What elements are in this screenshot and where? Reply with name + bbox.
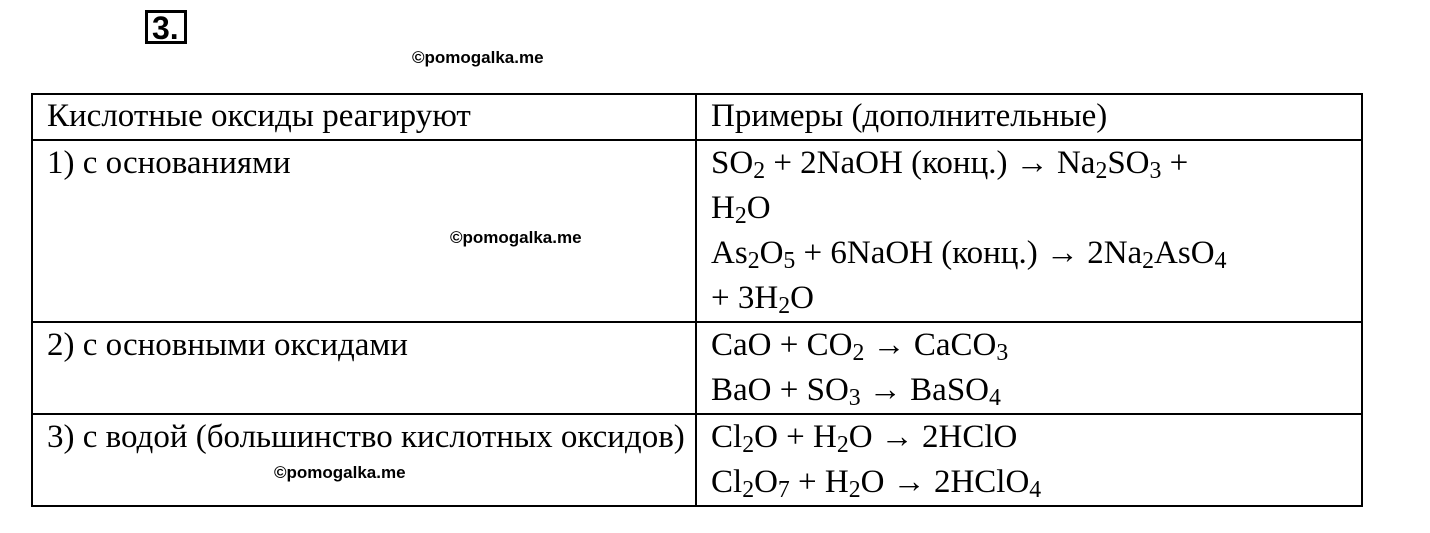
table-header-row	[32, 94, 1362, 140]
equation-text: → CaCO	[864, 327, 997, 363]
subscript: 2	[742, 432, 755, 459]
equation-line	[711, 323, 1353, 368]
condition-cell	[32, 322, 696, 414]
equation-text: + H	[789, 464, 849, 500]
subscript: 3	[1149, 158, 1162, 185]
equation-text: + 6NaOH (конц.) → 2Na	[795, 235, 1143, 271]
subscript: 4	[1029, 477, 1042, 504]
watermark-middle: ©pomogalka.me	[450, 228, 582, 247]
subscript: 2	[848, 477, 861, 504]
subscript: 4	[1214, 248, 1227, 275]
watermark-bottom: ©pomogalka.me	[274, 463, 406, 482]
equation-line	[711, 460, 1353, 505]
condition-text: 2) с основными оксидами	[47, 327, 408, 363]
subscript: 3	[848, 385, 861, 412]
equation-text: O	[790, 280, 814, 316]
equation-text: + 3H	[711, 280, 779, 316]
equation-text: +	[1161, 145, 1189, 181]
examples-cell	[696, 322, 1362, 414]
equation-line	[711, 368, 1353, 413]
equation-text: + 2NaOH (конц.) → Na	[765, 145, 1096, 181]
equation-line	[711, 231, 1353, 276]
condition-text: 1) с основаниями	[47, 145, 291, 181]
subscript: 2	[753, 158, 766, 185]
condition-cell	[32, 414, 696, 506]
equation-text: CaO + CO	[711, 327, 853, 363]
equation-line	[711, 276, 1353, 321]
subscript: 2	[747, 248, 760, 275]
equation-line	[711, 415, 1353, 460]
equation-text: AsO	[1154, 235, 1215, 271]
header-cell-reactions: Кислотные оксиды реагируют	[32, 94, 696, 140]
subscript: 2	[836, 432, 849, 459]
reactions-table	[31, 93, 1363, 507]
subscript: 2	[1142, 248, 1155, 275]
subscript: 2	[742, 477, 755, 504]
examples-cell	[696, 414, 1362, 506]
equation-text: As	[711, 235, 748, 271]
task-number: 3.	[145, 10, 187, 44]
equation-text: SO	[1107, 145, 1150, 181]
subscript: 4	[989, 385, 1001, 412]
equation-text: O	[746, 190, 771, 226]
subscript: 2	[1095, 158, 1108, 185]
subscript: 5	[783, 248, 796, 275]
equation-line	[711, 141, 1353, 186]
equation-line	[711, 186, 1353, 231]
equation-text: Cl	[711, 419, 743, 455]
equation-text: O → 2HClO	[848, 419, 1018, 455]
equation-text: O + H	[754, 419, 837, 455]
examples-cell	[696, 140, 1362, 322]
condition-cell	[32, 140, 696, 322]
equation-text: SO	[711, 145, 754, 181]
equation-text: O	[759, 235, 784, 271]
subscript: 2	[734, 203, 747, 230]
table-row	[32, 322, 1362, 414]
header-cell-examples: Примеры (дополнительные)	[696, 94, 1362, 140]
subscript: 7	[777, 477, 790, 504]
table-row	[32, 414, 1362, 506]
equation-text: O	[754, 464, 778, 500]
equation-text: BaO + SO	[711, 372, 849, 408]
subscript: 2	[852, 340, 865, 367]
condition-text: 3) с водой (большинство кислотных оксидов)	[47, 419, 685, 455]
equation-text: Cl	[711, 464, 743, 500]
table-row	[32, 140, 1362, 322]
subscript: 3	[996, 340, 1009, 367]
watermark-top: ©pomogalka.me	[412, 48, 544, 67]
subscript: 2	[778, 293, 791, 320]
equation-text: H	[711, 190, 735, 226]
equation-text: → BaSO	[860, 372, 990, 408]
equation-text: O → 2HClO	[860, 464, 1030, 500]
